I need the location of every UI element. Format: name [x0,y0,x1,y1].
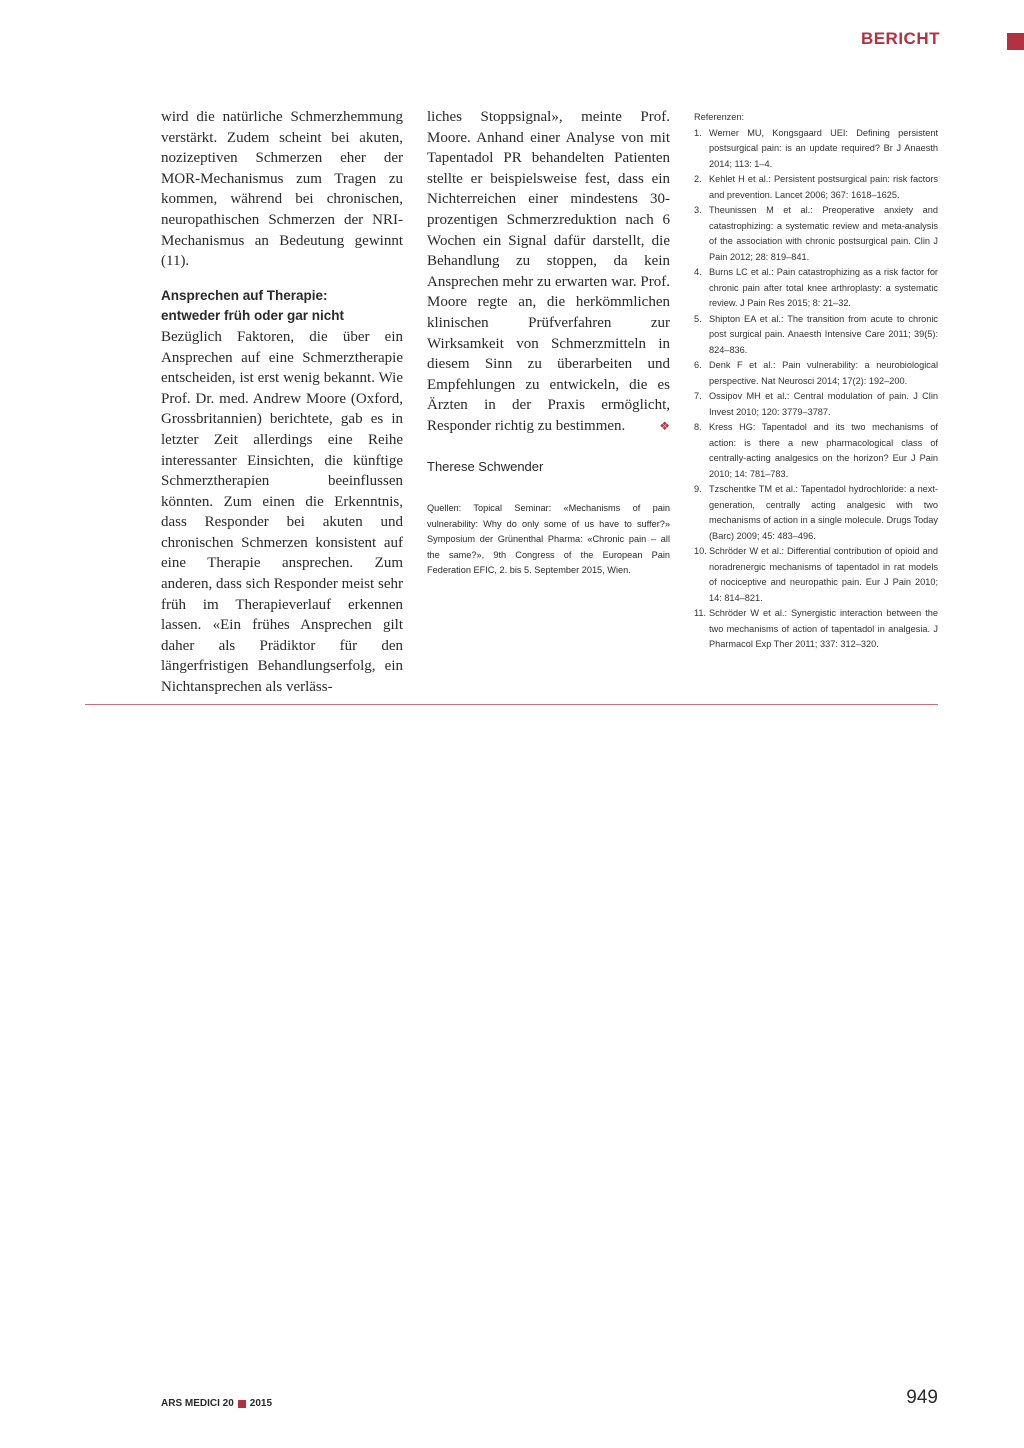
reference-text: Schröder W et al.: Differential contribution of opioid and noradrenergic mechanisms of tapentadol in rat models of nociceptive and neuropathic pain. Eur J Pain 2010; 14: 814–821. [709,546,938,603]
body-paragraph: wird die natürliche Schmerzhemmung verstärkt. Zudem scheint bei akuten, nozizeptiven Schmerzen eher der MOR-Mechanismus zum Tragen zu kommen, während bei chronischen, neuropathischen Schmerzen der NRI-Mechanismus an Bedeutung gewinnt (11). [161,109,403,270]
author-name: Therese Schwender [427,458,544,474]
reference-text: Shipton EA et al.: The transition from acute to chronic post surgical pain. Anaesth Intensive Care 2011; 39(5): 824–836. [709,313,938,355]
horizontal-rule [85,704,938,705]
reference-number: 6. [694,360,702,370]
reference-item [694,420,938,482]
reference-item [694,265,938,312]
reference-item [694,358,938,389]
references-title: Referenzen: [694,112,745,122]
subheading-line: Ansprechen auf Therapie: [161,287,328,303]
subheading-line: entweder früh oder gar nicht [161,308,345,324]
section-label: BERICHT [860,29,940,48]
sources-note: Quellen: Topical Seminar: «Mechanisms of pain vulnerability: Why do only some of us have to suffer?» Symposium der Grünenthal Pharma: «Chronic pain – all the same?», 9th Congress of the European Pain Federation EFIC, 2. bis 5. September 2015, Wien. [427,503,670,576]
reference-item [694,544,938,606]
corner-accent-square [1007,33,1024,50]
reference-text: Tzschentke TM et al.: Tapentadol hydrochloride: a next-generation, centrally acting analgesic with two mechanisms of action in a single molecule. Drugs Today (Barc) 2009; 45: 483–496. [709,484,938,541]
reference-text: Denk F et al.: Pain vulnerability: a neurobiological perspective. Nat Neurosci 2014; 17(2): 192–200. [709,360,938,386]
reference-number: 5. [694,313,702,324]
reference-number: 9. [694,484,702,494]
body-paragraph: Bezüglich Faktoren, die über ein Ansprechen auf eine Schmerztherapie entscheiden, ist erst wenig bekannt. Wie Prof. Dr. med. Andrew Moore (Oxford, Grossbritannien) berichtete, gab es in letzter Zeit allerdings eine Reihe interessanter Einsichten, die künftige Schmerztherapien beeinflussen könnten. Zum einen die Erkenntnis, dass Responder bei akuten und chronischen Schmerzen konsistent auf eine Therapie ansprechen. Zum anderen, dass sich Responder meist sehr früh im Therapieverlauf erkennen lassen. «Ein frühes Ansprechen gilt daher als Prädiktor für den längerfristigen Behandlungserfolg, ein Nichtansprechen als verläss- [161,328,403,696]
reference-number: 4. [694,267,702,277]
reference-number: 7. [694,391,702,401]
reference-text: Kehlet H et al.: Persistent postsurgical pain: risk factors and prevention. Lancet 2006; 367: 1618–1625. [709,174,938,200]
article-column-middle [427,107,670,579]
reference-item [694,126,938,173]
body-text: liches Stoppsignal», meinte Prof. Moore. Anhand einer Analyse von mit Tapentadol PR behandelten Patienten stellte er beispielsweise fest, dass ein Nichterreichen einer mindestens 30-prozentigen Schmerzreduktion nach 6 Wochen ein Signal dafür darstellt, die Behandlung zu stoppen, da kein Ansprechen mehr zu erwarten war. Prof. Moore regte an, die herkömmlichen klinischen Prüfverfahren zur Wirksamkeit von Schmerzmitteln in diesem Sinn zu überarbeiten und Empfehlungen zu entwickeln, die es Ärzten in der Praxis ermöglicht, Responder richtig zu bestimmen. [427,109,670,434]
journal-year: 2015 [249,1398,273,1409]
section-subheading [161,286,403,327]
reference-number: 1. [694,127,702,138]
reference-item [694,172,938,203]
reference-number: 11. [694,608,707,618]
reference-item [694,482,938,544]
reference-number: 8. [694,422,702,432]
reference-number: 2. [694,174,702,184]
reference-item [694,389,938,420]
article-column-left [161,107,403,698]
reference-number: 10. [694,546,707,556]
reference-text: Burns LC et al.: Pain catastrophizing as a risk factor for chronic pain after total knee arthroplasty: a systematic review. J Pain Res 2015; 8: 21–32. [709,267,938,308]
reference-text: Theunissen M et al.: Preoperative anxiety and catastrophizing: a systematic review and meta-analysis of the association with chronic postsurgical pain. Clin J Pain 2012; 28: 819–841. [709,205,938,262]
page-number: 949 [906,1387,938,1408]
journal-name: ARS MEDICI 20 [161,1398,234,1409]
reference-item [694,312,938,359]
reference-text: Schröder W et al.: Synergistic interaction between the two mechanisms of action of tapentadol in analgesia. J Pharmacol Exp Ther 2011; 337: 312–320. [709,608,938,649]
reference-item [694,606,938,653]
end-mark-icon: ❖ [659,418,670,433]
reference-text: Kress HG: Tapentadol and its two mechanisms of action: is there a new pharmacological class of centrally-acting analgesics on the horizon? Eur J Pain 2010; 14: 781–783. [709,422,938,479]
reference-item [694,203,938,265]
reference-number: 3. [694,205,702,215]
footer-square-icon [238,1400,246,1408]
references-list [694,126,938,653]
reference-text: Ossipov MH et al.: Central modulation of pain. J Clin Invest 2010; 120: 3779–3787. [709,391,938,417]
footer-journal [161,1398,272,1409]
references-column [694,110,938,653]
reference-text: Werner MU, Kongsgaard UEI: Defining persistent postsurgical pain: is an update required? Br J Anaesth 2014; 113: 1–4. [709,127,938,169]
body-paragraph [427,107,670,437]
